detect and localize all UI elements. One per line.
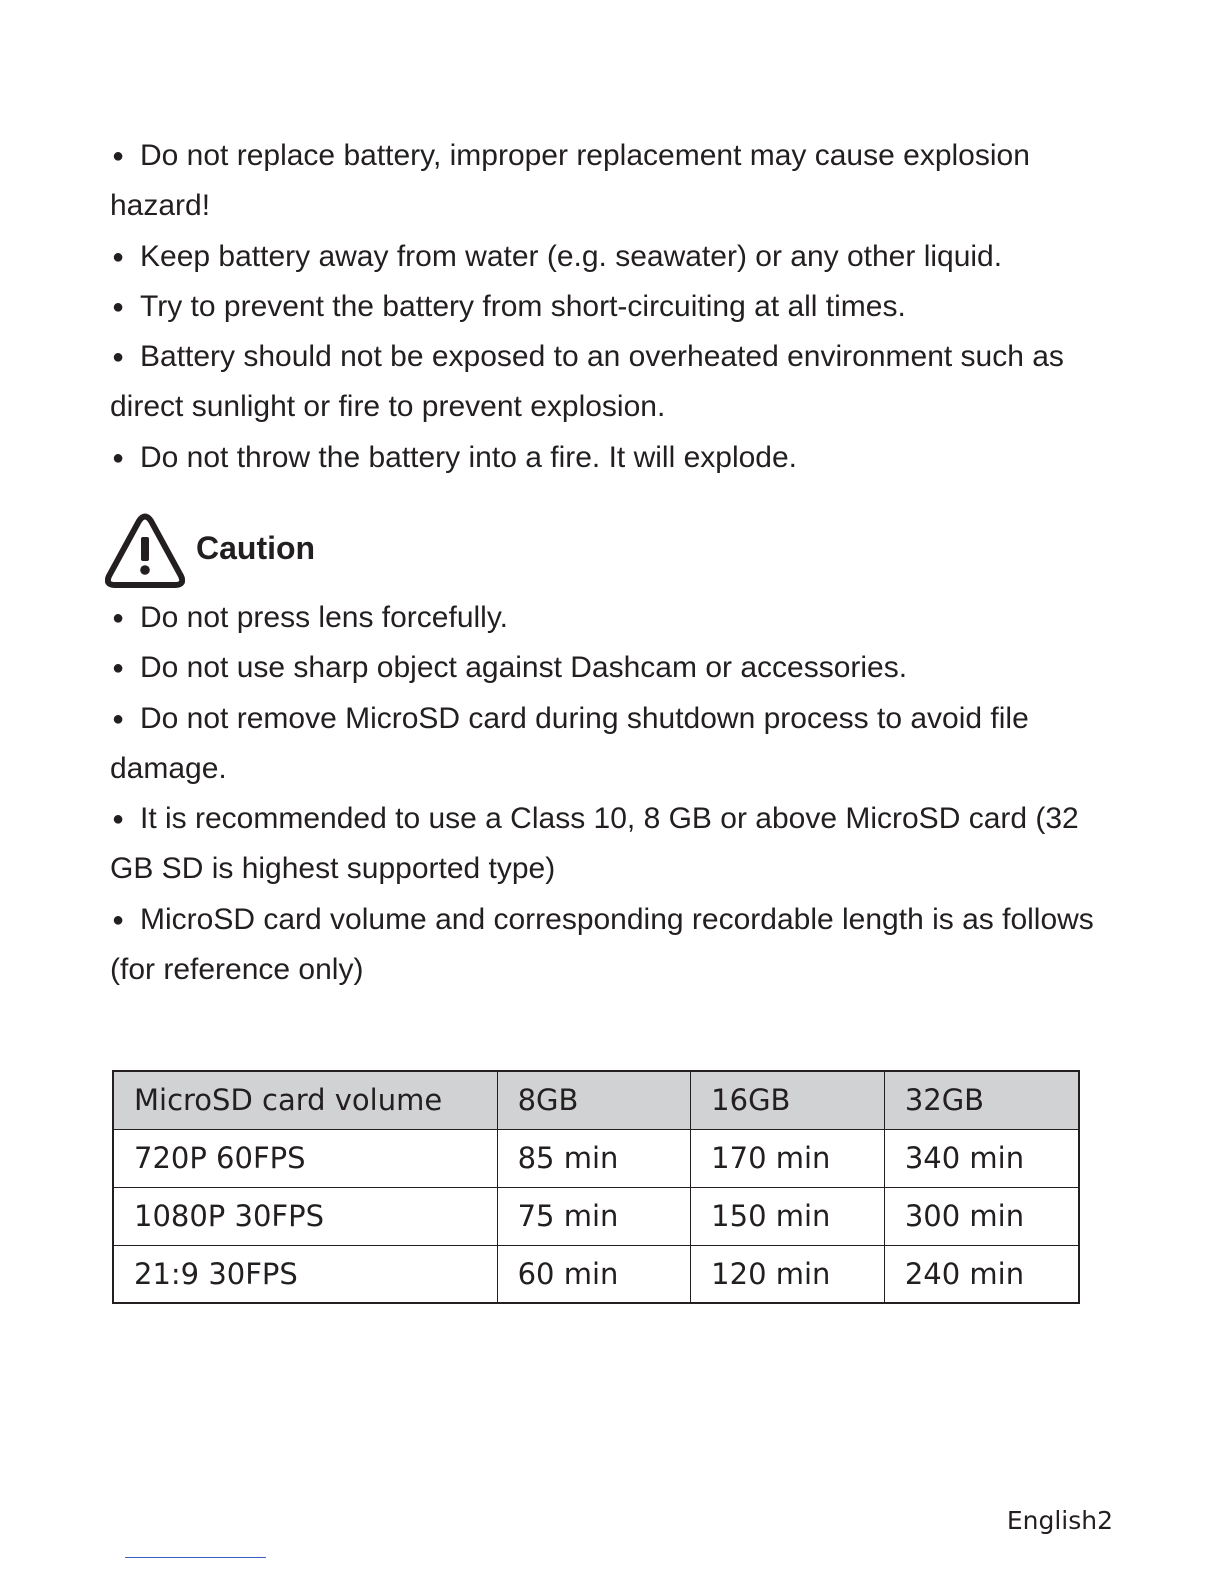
- warning-triangle-icon: [105, 513, 185, 589]
- table-cell: 340 min: [884, 1129, 1079, 1187]
- page-number: English2: [1006, 1506, 1113, 1535]
- list-item-text: It is recommended to use a Class 10, 8 GB or above MicroSD card (32 GB SD is highest supported type): [110, 802, 1079, 886]
- list-item: [110, 232, 1115, 282]
- list-item: [110, 694, 1115, 795]
- bullet: ●: [112, 607, 125, 629]
- header-cell: 16GB: [691, 1071, 885, 1129]
- header-cell: MicroSD card volume: [113, 1071, 497, 1129]
- table-cell: 1080P 30FPS: [113, 1187, 497, 1245]
- list-item: [110, 593, 1115, 643]
- list-item: [110, 131, 1115, 232]
- table-header-row: [113, 1071, 1079, 1129]
- bullet: ●: [112, 908, 125, 931]
- table-cell: 300 min: [884, 1187, 1079, 1245]
- table-cell: 240 min: [884, 1245, 1079, 1303]
- list-item-text: MicroSD card volume and corresponding recordable length is as follows (for reference only): [110, 902, 1094, 987]
- list-item-text: Try to prevent the battery from short-circuiting at all times.: [140, 289, 906, 323]
- recording-length-table: [112, 1070, 1080, 1304]
- header-cell: 32GB: [884, 1071, 1079, 1129]
- list-item: [110, 433, 1115, 483]
- list-item-text: Do not use sharp object against Dashcam or accessories.: [140, 651, 908, 685]
- list-item-text: Battery should not be exposed to an overheated environment such as direct sunlight or fire to prevent explosion.: [110, 340, 1064, 424]
- table-row: [113, 1187, 1079, 1245]
- table-row: [113, 1245, 1079, 1303]
- header-cell: 8GB: [497, 1071, 691, 1129]
- bullet: ●: [112, 245, 125, 268]
- list-item: [110, 643, 1115, 693]
- list-item-text: Do not press lens forcefully.: [140, 601, 508, 634]
- caution-heading: [105, 513, 315, 589]
- list-item-text: Do not remove MicroSD card during shutdown process to avoid file damage.: [110, 701, 1029, 785]
- bullet: ●: [112, 657, 125, 680]
- table-row: [113, 1129, 1079, 1187]
- table-cell: 720P 60FPS: [113, 1129, 497, 1187]
- list-item-text: Keep battery away from water (e.g. seawater) or any other liquid.: [140, 239, 1003, 273]
- bullet: ●: [112, 446, 125, 469]
- bullet: ●: [112, 145, 125, 167]
- bullet: ●: [112, 808, 125, 831]
- caution-list: [110, 593, 1115, 995]
- table-cell: 150 min: [691, 1187, 885, 1245]
- table-cell: 170 min: [691, 1129, 885, 1187]
- list-item: [110, 794, 1115, 895]
- footer-divider: [125, 1557, 266, 1558]
- bullet: ●: [112, 707, 125, 730]
- table-cell: 75 min: [497, 1187, 691, 1245]
- table-cell: 120 min: [691, 1245, 885, 1303]
- list-item-text: Do not throw the battery into a fire. It will explode.: [140, 440, 797, 474]
- table-cell: 21:9 30FPS: [113, 1245, 497, 1303]
- bullet: ●: [112, 295, 125, 318]
- battery-warning-list: [110, 131, 1115, 483]
- table-cell: 60 min: [497, 1245, 691, 1303]
- list-item-text: Do not replace battery, improper replacement may cause explosion hazard!: [110, 139, 1030, 223]
- list-item: [110, 895, 1115, 996]
- bullet: ●: [112, 346, 125, 369]
- list-item: [110, 332, 1115, 433]
- caution-title: Caution: [196, 529, 316, 566]
- table-cell: 85 min: [497, 1129, 691, 1187]
- list-item: [110, 282, 1115, 332]
